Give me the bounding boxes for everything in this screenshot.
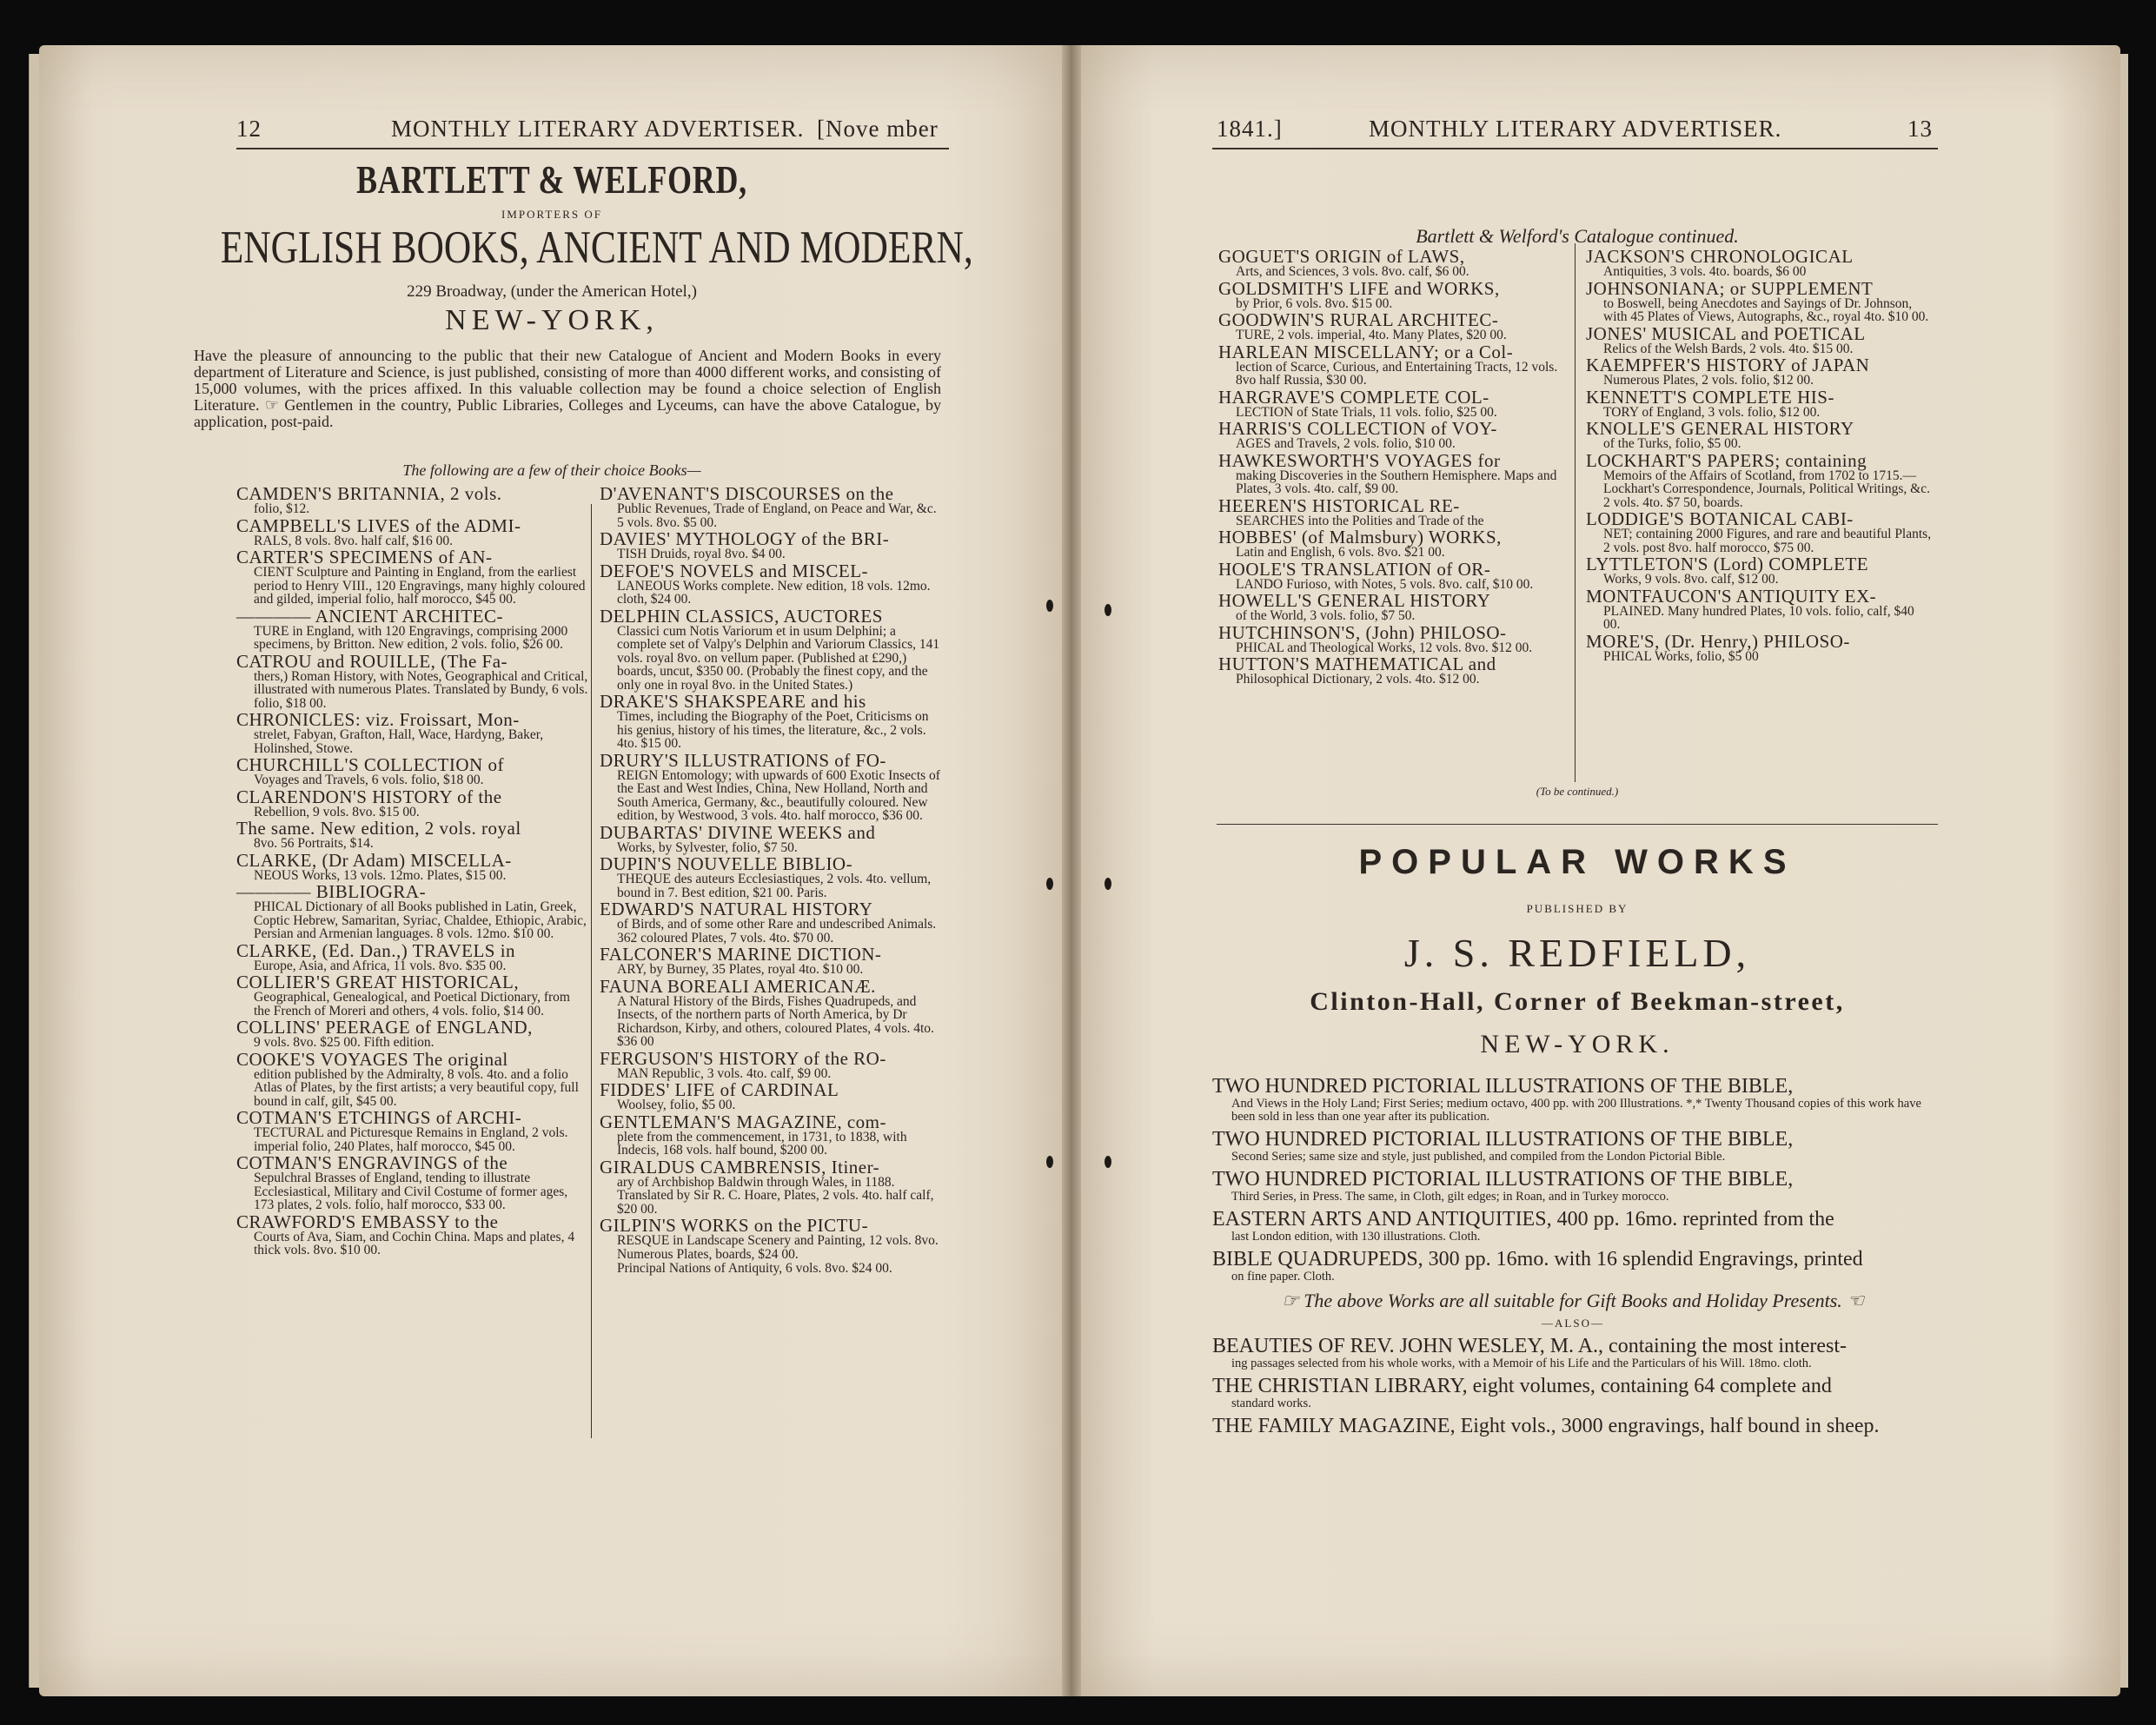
entry-description: Sepulchral Brasses of England, tending to illustrate Ecclesiastical, Military and Civil Costume of former ages, 173 plates, 2 vols. folio, half morocco, $33 00.: [254, 1171, 568, 1212]
entry-description: CIENT Sculpture and Painting in England, from the earliest period to Henry VIII., 120 Engravings, many highly coloured and gilded, imperial folio, half morocco, $45 00.: [254, 565, 586, 607]
catalogue-entry: [1586, 420, 1934, 451]
entry-description: REIGN Entomology; with upwards of 600 Exotic Insects of the East and West Indies, China, New Holland, North and South America, Germany, &c., beautifully coloured. New edition, by Westwood, 3 vols. 4to. half morocco, $36 00.: [617, 767, 940, 823]
entry-description: thers,) Roman History, with Notes, Geographical and Critical, illustrated with numerous Plates. Translated by Bundy, 6 vols. folio, $18 00.: [254, 668, 588, 711]
entry-title: GOODWIN'S RURAL ARCHITEC-: [1218, 309, 1499, 330]
entry-title: COTMAN'S ETCHINGS of ARCHI-: [236, 1107, 522, 1128]
catalogue-entry: [1586, 587, 1934, 632]
popular-work-item: [1212, 1376, 1934, 1410]
work-description: And Views in the Holy Land; First Series; medium octavo, 400 pp. with 200 Illustrations. *,* Twenty Thousand copies of this work have been sold in less than one year after its publication.: [1231, 1097, 1921, 1124]
entry-description: PHICAL Dictionary of all Books published in Latin, Greek, Coptic Hebrew, Samaritan, Syriac, Chaldee, Ethiopic, Arabic, Persian and Armenian languages. 8 vols. 12mo. $10 00.: [254, 899, 587, 941]
entry-description: ARY, by Burney, 35 Plates, royal 4to. $10 00.: [617, 962, 864, 977]
entry-description: PHICAL Works, folio, $5 00: [1603, 648, 1759, 664]
left-month: [Nove mber: [817, 116, 939, 142]
catalogue-entry: [1218, 248, 1562, 279]
entry-description: Principal Nations of Antiquity, 6 vols. 8vo. $24 00.: [617, 1261, 892, 1276]
catalogue-entry: [1218, 494, 1562, 528]
entry-title: GILPIN'S WORKS on the PICTU-: [600, 1215, 869, 1236]
catalogue-entry: [600, 975, 943, 1049]
bartlett-intro-paragraph: Have the pleasure of announcing to the public that their new Catalogue of Ancient and Modern Books in every department of Literature and Science, is just published, consisting of more than 4000 different works, and consisting of 15,000 volumes, with the prices affixed. In this valuable collection may be found a choice selection of English Literature. ☞ Gentlemen in the country, Public Libraries, Colleges and Lyceums, can have the above Catalogue, by application, post-paid.: [194, 347, 941, 430]
catalogue-entry: [1586, 555, 1934, 587]
catalogue-entry: [236, 1018, 588, 1050]
publisher-city: NEW-YORK.: [1480, 1030, 1675, 1058]
entry-title: GENTLEMAN'S MAGAZINE, com-: [600, 1111, 886, 1132]
popular-work-item: [1212, 1416, 1934, 1437]
bartlett-city: NEW-YORK,: [445, 304, 659, 336]
entry-title: HAWKESWORTH'S VOYAGES for: [1218, 449, 1501, 471]
catalogue-entry: [236, 973, 588, 1018]
entry-description: 8vo. 56 Portraits, $14.: [254, 836, 374, 851]
binding-hole: [1046, 878, 1053, 890]
entry-description: Classici cum Notis Variorum et in usum Delphini; a complete set of Valpy's Delphin and Variorum Classics, 141 vols. royal 8vo. on vellum paper. (Published at £290,) boards, uncut, $350 00. (Probably the finest copy, and the only one in royal 8vo. in the United States.): [617, 623, 940, 693]
choice-books-intro: The following are a few of their choice Books—: [402, 461, 701, 479]
catalogue-entry: [600, 562, 943, 607]
popular-work-item: [1212, 1249, 1934, 1284]
entry-title: ———— ANCIENT ARCHITEC-: [236, 605, 503, 627]
entry-description: TORY of England, 3 vols. folio, $12 00.: [1603, 404, 1821, 420]
entry-title: DEFOE'S NOVELS and MISCEL-: [600, 560, 869, 581]
catalogue-entry: [236, 485, 588, 516]
entry-title: MONTFAUCON'S ANTIQUITY EX-: [1586, 585, 1877, 607]
catalogue-entry: [1586, 322, 1934, 356]
catalogue-entry: [1218, 655, 1562, 687]
popular-work-item: [1212, 1209, 1934, 1244]
entry-description: Arts, and Sciences, 3 vols. 8vo. calf, $6 00.: [1236, 264, 1469, 279]
importers-label: IMPORTERS OF: [501, 208, 603, 221]
entry-description: Works, by Sylvester, folio, $7 50.: [617, 839, 798, 855]
entry-title: ———— BIBLIOGRA-: [236, 881, 427, 902]
entry-description: Times, including the Biography of the Poet, Criticisms on his genius, history of his times, the literature, &c., 2 vols. 4to. $15 00.: [617, 709, 929, 751]
left-running-title: MONTHLY LITERARY ADVERTISER.: [391, 116, 805, 142]
catalogue-entry: [236, 607, 588, 652]
entry-title: FERGUSON'S HISTORY of the RO-: [600, 1047, 886, 1069]
catalogue-entry: [1218, 528, 1562, 560]
entry-description: Geographical, Genealogical, and Poetical Dictionary, from the French of Moreri and others, 4 vols. folio, $14 00.: [254, 990, 570, 1018]
entry-title: COLLIER'S GREAT HISTORICAL,: [236, 972, 520, 992]
catalogue-entry: [600, 1047, 943, 1081]
entry-description: NEOUS Works, 13 vols. 12mo. Plates, $15 00.: [254, 867, 507, 883]
publisher-address: Clinton-Hall, Corner of Beekman-street,: [1310, 987, 1845, 1016]
left-catalogue-column-a: [236, 485, 588, 1258]
entry-title: HARLEAN MISCELLANY; or a Col-: [1218, 341, 1514, 362]
right-running-title: MONTHLY LITERARY ADVERTISER.: [1369, 116, 1782, 142]
entry-description: Courts of Ava, Siam, and Cochin China. Maps and plates, 4 thick vols. 8vo. $10 00.: [254, 1229, 575, 1257]
binding-hole: [1105, 878, 1111, 890]
entry-description: 9 vols. 8vo. $25 00. Fifth edition.: [254, 1035, 435, 1050]
entry-description: Philosophical Dictionary, 2 vols. 4to. $12 00.: [1236, 672, 1480, 687]
catalogue-entry: [600, 607, 943, 693]
entry-title: CHURCHILL'S COLLECTION of: [236, 754, 504, 775]
entry-description: of the World, 3 vols. folio, $7 50.: [1236, 608, 1416, 623]
catalogue-entry: [1586, 388, 1934, 420]
entry-title: JACKSON'S CHRONOLOGICAL: [1586, 246, 1854, 267]
entry-description: Works, 9 vols. 8vo. calf, $12 00.: [1603, 572, 1779, 587]
entry-description: LECTION of State Trials, 11 vols. folio, $25 00.: [1236, 404, 1497, 420]
catalogue-entry: [236, 1154, 588, 1212]
right-page-number: 13: [1907, 116, 1933, 142]
catalogue-entry: [1218, 621, 1562, 655]
entry-description: RESQUE in Landscape Scenery and Painting, 12 vols. 8vo. Numerous Plates, boards, $24 00.: [617, 1233, 939, 1262]
entry-description: AGES and Travels, 2 vols. folio, $10 00.: [1236, 436, 1456, 451]
entry-title: COLLINS' PEERAGE of ENGLAND,: [236, 1017, 533, 1038]
also-label: —ALSO—: [1542, 1317, 1604, 1330]
catalogue-entry: [600, 821, 943, 855]
catalogue-entry: [1218, 558, 1562, 592]
work-description: ing passages selected from his whole works, with a Memoir of his Life and the Particulars of his Will. 18mo. cloth.: [1231, 1357, 1812, 1370]
popular-works-list: [1212, 1076, 1934, 1443]
entry-description: strelet, Fabyan, Grafton, Hall, Wace, Hardyng, Baker, Holinshed, Stowe.: [254, 727, 544, 756]
work-title: THE CHRISTIAN LIBRARY, eight volumes, containing 64 complete and: [1212, 1375, 1832, 1397]
binding-hole: [1046, 600, 1053, 612]
entry-title: GIRALDUS CAMBRENSIS, Itiner-: [600, 1156, 880, 1178]
publisher-name: J. S. REDFIELD,: [1403, 931, 1751, 975]
entry-description: lection of Scarce, Curious, and Entertaining Tracts, 12 vols. 8vo half Russia, $30 00.: [1236, 359, 1558, 388]
entry-description: Relics of the Welsh Bards, 2 vols. 4to. $15 00.: [1603, 341, 1854, 356]
book-gutter: [1062, 45, 1081, 1696]
catalogue-entry: [236, 711, 588, 755]
catalogue-entry: [600, 1081, 943, 1112]
section-rule: [1217, 824, 1938, 825]
column-divider: [591, 504, 592, 1438]
catalogue-entry: [236, 650, 588, 711]
catalogue-entry: [1218, 592, 1562, 623]
popular-works-items: [1212, 1076, 1934, 1284]
entry-description: making Discoveries in the Southern Hemisphere. Maps and Plates, 3 vols. 4to. calf, $9 00.: [1236, 468, 1557, 496]
catalogue-entry: [236, 1213, 588, 1257]
english-books-heading: ENGLISH BOOKS, ANCIENT AND MODERN,: [220, 222, 973, 273]
entry-description: THEQUE des auteurs Ecclesiastiques, 2 vols. 4to. vellum, bound in 7. Best edition, $21 00. Paris.: [617, 872, 932, 900]
entry-description: TISH Druids, royal 8vo. $4 00.: [617, 547, 786, 561]
entry-description: Woolsey, folio, $5 00.: [617, 1098, 736, 1112]
entry-title: LODDIGE'S BOTANICAL CABI-: [1586, 508, 1854, 529]
entry-title: HOBBES' (of Malmsbury) WORKS,: [1218, 527, 1502, 547]
catalogue-entry: [1218, 277, 1562, 311]
entry-description: folio, $12.: [254, 501, 310, 516]
entry-title: HUTCHINSON'S, (John) PHILOSO-: [1218, 621, 1507, 643]
catalogue-entry: [600, 749, 943, 823]
work-title: EASTERN ARTS AND ANTIQUITIES, 400 pp. 16mo. reprinted from the: [1212, 1208, 1834, 1231]
entry-title: HOOLE'S TRANSLATION of OR-: [1218, 558, 1491, 580]
catalogue-entry: [236, 788, 588, 819]
work-title: TWO HUNDRED PICTORIAL ILLUSTRATIONS OF THE BIBLE,: [1212, 1128, 1794, 1151]
right-catalogue-column-b: [1586, 248, 1934, 664]
entry-title: DRAKE'S SHAKSPEARE and his: [600, 691, 866, 712]
work-description: last London edition, with 130 illustrations. Cloth.: [1231, 1230, 1481, 1244]
entry-description: MAN Republic, 3 vols. 4to. calf, $9 00.: [617, 1065, 832, 1081]
catalogue-entry: [1586, 356, 1934, 388]
catalogue-entry: [236, 1109, 588, 1153]
left-page-number: 12: [236, 116, 262, 142]
work-title: THE FAMILY MAGAZINE, Eight vols., 3000 engravings, half bound in sheep.: [1212, 1415, 1880, 1437]
entry-title: DUBARTAS' DIVINE WEEKS and: [600, 821, 876, 843]
catalogue-entry: [600, 1158, 943, 1217]
entry-title: CLARKE, (Ed. Dan.,) TRAVELS in: [236, 939, 516, 961]
work-description: Third Series, in Press. The same, in Cloth, gilt edges; in Roan, and in Turkey morocco.: [1231, 1190, 1669, 1204]
entry-description: TECTURAL and Picturesque Remains in England, 2 vols. imperial folio, 240 Plates, half morocco, $45 00.: [254, 1125, 568, 1154]
column-divider: [1575, 243, 1576, 782]
gift-books-note: ☞ The above Works are all suitable for Gift Books and Holiday Presents. ☜: [1281, 1290, 1865, 1311]
work-title: TWO HUNDRED PICTORIAL ILLUSTRATIONS OF THE BIBLE,: [1212, 1075, 1794, 1098]
catalogue-entry: [236, 756, 588, 787]
catalogue-entry: [1586, 248, 1934, 279]
entry-description: LANEOUS Works complete. New edition, 18 vols. 12mo. cloth, $24 00.: [617, 578, 931, 607]
catalogue-entry: [236, 819, 588, 851]
right-catalogue-column-a: [1218, 248, 1562, 687]
entry-title: CAMDEN'S BRITANNIA, 2 vols.: [236, 483, 502, 504]
binding-hole: [1105, 604, 1111, 616]
entry-description: A Natural History of the Birds, Fishes Quadrupeds, and Insects, of the northern parts of North America, by Dr Richardson, Kirby, and others, coloured Plates, 4 vols. 4to. $36 00: [617, 993, 934, 1049]
entry-title: KAEMPFER'S HISTORY of JAPAN: [1586, 355, 1870, 375]
entry-description: Public Revenues, Trade of England, on Peace and War, &c. 5 vols. 8vo. $5 00.: [617, 501, 937, 530]
entry-title: HARGRAVE'S COMPLETE COL-: [1218, 386, 1489, 408]
popular-works-title: POPULAR WORKS: [1358, 843, 1796, 881]
entry-description: NET; containing 2000 Figures, and rare and beautiful Plants, 2 vols. post 8vo. half morocco, $75 00.: [1603, 527, 1932, 555]
entry-title: CLARKE, (Dr Adam) MISCELLA-: [236, 849, 512, 871]
entry-description: edition published by the Admiralty, 8 vols. 4to. and a folio Atlas of Plates, by the first artists; a very beautiful copy, full bound in calf, gilt, $45 00.: [254, 1066, 579, 1109]
entry-title: COOKE'S VOYAGES The original: [236, 1048, 508, 1070]
catalogue-entry: [600, 1262, 943, 1276]
catalogue-entry: [600, 1217, 943, 1261]
entry-title: HARRIS'S COLLECTION of VOY-: [1218, 418, 1497, 439]
catalogue-entry: [600, 855, 943, 899]
entry-description: TURE in England, with 120 Engravings, comprising 2000 specimens, by Britton. New edition, 2 vols. folio, $26 00.: [254, 623, 568, 652]
entry-title: KNOLLE'S GENERAL HISTORY: [1586, 418, 1854, 439]
entry-title: The same. New edition, 2 vols. royal: [236, 818, 521, 839]
catalogue-entry: [600, 485, 943, 529]
entry-title: HEEREN'S HISTORICAL RE-: [1218, 494, 1460, 516]
entry-title: HOWELL'S GENERAL HISTORY: [1218, 590, 1491, 611]
published-by-label: PUBLISHED BY: [1526, 902, 1629, 915]
entry-description: RALS, 8 vols. 8vo. half calf, $16 00.: [254, 533, 454, 548]
entry-description: LANDO Furioso, with Notes, 5 vols. 8vo. calf, $10 00.: [1236, 576, 1534, 592]
catalogue-entry: [1586, 277, 1934, 324]
entry-description: Memoirs of the Affairs of Scotland, from 1702 to 1715.—Lockhart's Correspondence, Journals, Political Writings, &c. 2 vols. 4to. $7 50, boards.: [1603, 468, 1930, 510]
work-description: on fine paper. Cloth.: [1231, 1270, 1335, 1284]
entry-title: FAUNA BOREALI AMERICANÆ.: [600, 975, 876, 997]
entry-title: CHRONICLES: viz. Froissart, Mon-: [236, 709, 520, 730]
entry-title: CARTER'S SPECIMENS of AN-: [236, 547, 493, 567]
catalogue-entry: [1218, 420, 1562, 451]
entry-description: by Prior, 6 vols. 8vo. $15 00.: [1236, 295, 1393, 311]
entry-title: DRURY'S ILLUSTRATIONS of FO-: [600, 749, 886, 771]
binding-hole: [1105, 1156, 1111, 1168]
right-year: 1841.]: [1217, 116, 1283, 142]
work-title: BEAUTIES OF REV. JOHN WESLEY, M. A., containing the most interest-: [1212, 1335, 1847, 1357]
entry-description: plete from the commencement, in 1731, to 1838, with Indecis, 168 vols. half bound, $200 00.: [617, 1129, 907, 1158]
entry-title: CAMPBELL'S LIVES of the ADMI-: [236, 514, 521, 536]
entry-title: D'AVENANT'S DISCOURSES on the: [600, 483, 894, 504]
catalogue-entry: [1218, 449, 1562, 496]
entry-title: EDWARD'S NATURAL HISTORY: [600, 899, 873, 919]
catalogue-entry: [1586, 449, 1934, 510]
catalogue-entry: [236, 849, 588, 883]
bartlett-welford-title: BARTLETT & WELFORD,: [356, 157, 747, 202]
entry-title: KENNETT'S COMPLETE HIS-: [1586, 386, 1834, 408]
left-catalogue-column-b: [600, 485, 943, 1277]
catalogue-entry: [1586, 630, 1934, 664]
entry-description: ary of Archbishop Baldwin through Wales, in 1188. Translated by Sir R. C. Hoare, Plates, 2 vols. 4to. half calf, $20 00.: [617, 1174, 934, 1217]
entry-title: FALCONER'S MARINE DICTION-: [600, 944, 882, 965]
entry-title: LOCKHART'S PAPERS; containing: [1586, 449, 1867, 471]
entry-title: DELPHIN CLASSICS, AUCTORES: [600, 605, 883, 627]
entry-description: Latin and English, 6 vols. 8vo. $21 00.: [1236, 545, 1445, 560]
catalogue-entry: [236, 1048, 588, 1109]
catalogue-entry: [600, 530, 943, 561]
header-rule: [236, 148, 949, 149]
catalogue-entry: [236, 514, 588, 548]
catalogue-entry: [1586, 510, 1934, 554]
catalogue-entry: [600, 945, 943, 977]
entry-title: GOLDSMITH'S LIFE and WORKS,: [1218, 277, 1500, 299]
entry-description: Numerous Plates, 2 vols. folio, $12 00.: [1603, 373, 1814, 388]
entry-description: Voyages and Travels, 6 vols. folio, $18 00.: [254, 773, 484, 787]
entry-title: LYTTLETON'S (Lord) COMPLETE: [1586, 554, 1869, 574]
to-be-continued-note: (To be continued.): [1536, 785, 1619, 798]
catalogue-entry: [236, 939, 588, 973]
entry-description: SEARCHES into the Polities and Trade of the: [1236, 513, 1484, 528]
catalogue-entry: [1218, 388, 1562, 420]
work-description: standard works.: [1231, 1397, 1311, 1410]
bartlett-address: 229 Broadway, (under the American Hotel,): [407, 282, 697, 301]
work-title: TWO HUNDRED PICTORIAL ILLUSTRATIONS OF THE BIBLE,: [1212, 1168, 1794, 1191]
popular-work-item: [1212, 1169, 1934, 1204]
entry-description: Antiquities, 3 vols. 4to. boards, $6 00: [1603, 264, 1807, 279]
catalogue-entry: [1218, 343, 1562, 388]
popular-work-item: [1212, 1129, 1934, 1164]
entry-title: CATROU and ROUILLE, (The Fa-: [236, 650, 508, 672]
entry-title: GOGUET'S ORIGIN of LAWS,: [1218, 246, 1465, 267]
catalogue-entry: [600, 693, 943, 751]
entry-description: of Birds, and of some other Rare and undescribed Animals. 362 coloured Plates, 7 vols. 4to. $70 00.: [617, 917, 937, 945]
catalogue-entry: [236, 883, 588, 941]
entry-description: to Boswell, being Anecdotes and Sayings of Dr. Johnson, with 45 Plates of Views, Autographs, &c., royal 4to. $10 00.: [1603, 295, 1929, 324]
also-works-items: [1212, 1336, 1934, 1437]
entry-title: COTMAN'S ENGRAVINGS of the: [236, 1152, 508, 1173]
binding-hole: [1046, 1156, 1053, 1168]
header-rule: [1212, 148, 1938, 149]
entry-description: Europe, Asia, and Africa, 11 vols. 8vo. $35 00.: [254, 958, 507, 973]
entry-title: CRAWFORD'S EMBASSY to the: [236, 1211, 499, 1232]
catalogue-entry: [600, 900, 943, 945]
popular-work-item: [1212, 1336, 1934, 1370]
catalogue-entry: [1218, 311, 1562, 342]
entry-title: FIDDES' LIFE of CARDINAL: [600, 1079, 839, 1100]
entry-description: TURE, 2 vols. imperial, 4to. Many Plates, $20 00.: [1236, 328, 1507, 342]
work-title: BIBLE QUADRUPEDS, 300 pp. 16mo. with 16 splendid Engravings, printed: [1212, 1248, 1863, 1271]
entry-title: JONES' MUSICAL and POETICAL: [1586, 322, 1866, 344]
entry-title: JOHNSONIANA; or SUPPLEMENT: [1586, 277, 1874, 299]
entry-description: Rebellion, 9 vols. 8vo. $15 00.: [254, 804, 420, 819]
popular-work-item: [1212, 1076, 1934, 1124]
entry-title: CLARENDON'S HISTORY of the: [236, 786, 502, 807]
entry-description: PLAINED. Many hundred Plates, 10 vols. folio, calf, $40 00.: [1603, 603, 1914, 632]
entry-description: of the Turks, folio, $5 00.: [1603, 436, 1741, 451]
catalogue-entry: [600, 1113, 943, 1158]
entry-title: DAVIES' MYTHOLOGY of the BRI-: [600, 528, 890, 549]
work-description: Second Series; same size and style, just published, and compiled from the London Pictorial Bible.: [1231, 1150, 1726, 1164]
entry-title: MORE'S, (Dr. Henry,) PHILOSO-: [1586, 630, 1850, 652]
entry-title: HUTTON'S MATHEMATICAL and: [1218, 654, 1496, 674]
catalogue-continued-note: Bartlett & Welford's Catalogue continued.: [1416, 225, 1739, 247]
catalogue-entry: [236, 548, 588, 607]
entry-description: PHICAL and Theological Works, 12 vols. 8vo. $12 00.: [1236, 640, 1533, 655]
entry-title: DUPIN'S NOUVELLE BIBLIO-: [600, 853, 853, 874]
